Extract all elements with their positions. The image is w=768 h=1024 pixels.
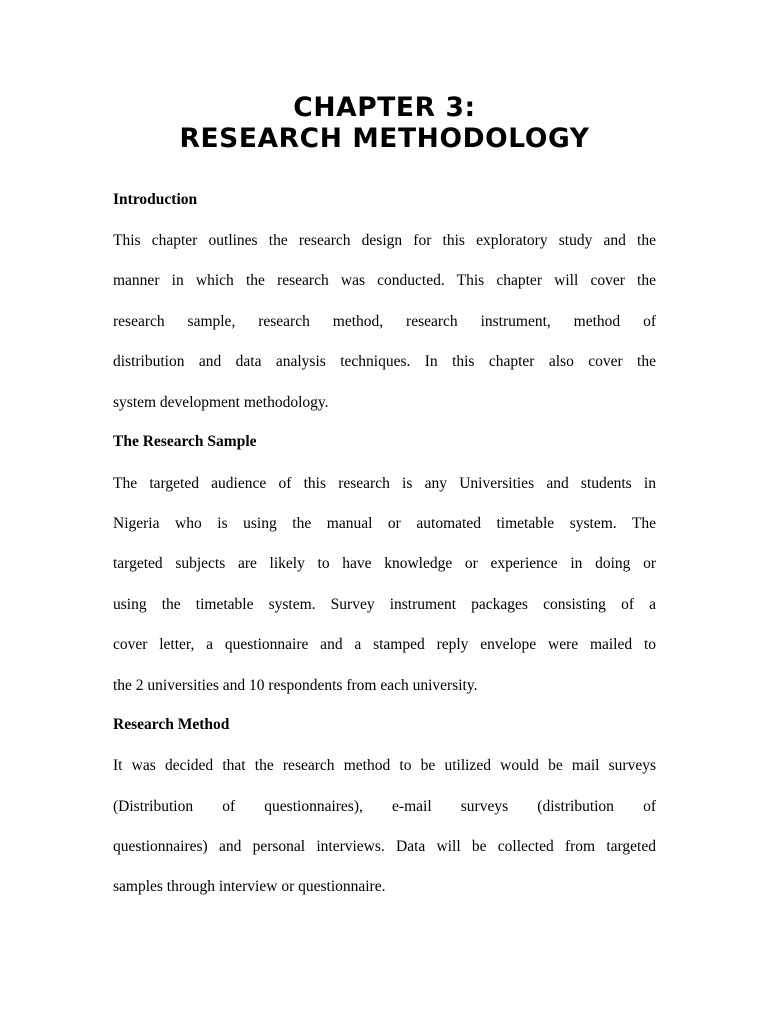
- paragraph-line: manner in which the research was conducted. This chapter will cover the: [113, 272, 656, 289]
- paragraph-line: (Distribution of questionnaires), e-mail surveys (distribution of: [113, 798, 656, 815]
- chapter-title: RESEARCH METHODOLOGY: [179, 123, 590, 154]
- paragraph-line: using the timetable system. Survey instrument packages consisting of a: [113, 596, 656, 613]
- paragraph-line: distribution and data analysis techniques. In this chapter also cover the: [113, 353, 656, 370]
- paragraph-line: It was decided that the research method to be utilized would be mail surveys: [113, 757, 656, 774]
- paragraph-line: research sample, research method, research instrument, method of: [113, 313, 656, 330]
- section-heading-introduction: Introduction: [113, 191, 198, 208]
- paragraph-line: Nigeria who is using the manual or automated timetable system. The: [113, 515, 656, 532]
- section-heading-research-method: Research Method: [113, 716, 230, 733]
- paragraph-line: The targeted audience of this research is any Universities and students in: [113, 475, 656, 492]
- paragraph-line: the 2 universities and 10 respondents from each university.: [113, 677, 478, 694]
- paragraph-line: samples through interview or questionnaire.: [113, 878, 386, 895]
- section-heading-research-sample: The Research Sample: [113, 433, 257, 450]
- paragraph-line: targeted subjects are likely to have knowledge or experience in doing or: [113, 555, 656, 572]
- paragraph-line: system development methodology.: [113, 394, 329, 411]
- paragraph-line: questionnaires) and personal interviews. Data will be collected from targeted: [113, 838, 656, 855]
- paragraph-line: This chapter outlines the research design for this exploratory study and the: [113, 232, 656, 249]
- chapter-number: CHAPTER 3:: [293, 92, 476, 123]
- paragraph-line: cover letter, a questionnaire and a stamped reply envelope were mailed to: [113, 636, 656, 653]
